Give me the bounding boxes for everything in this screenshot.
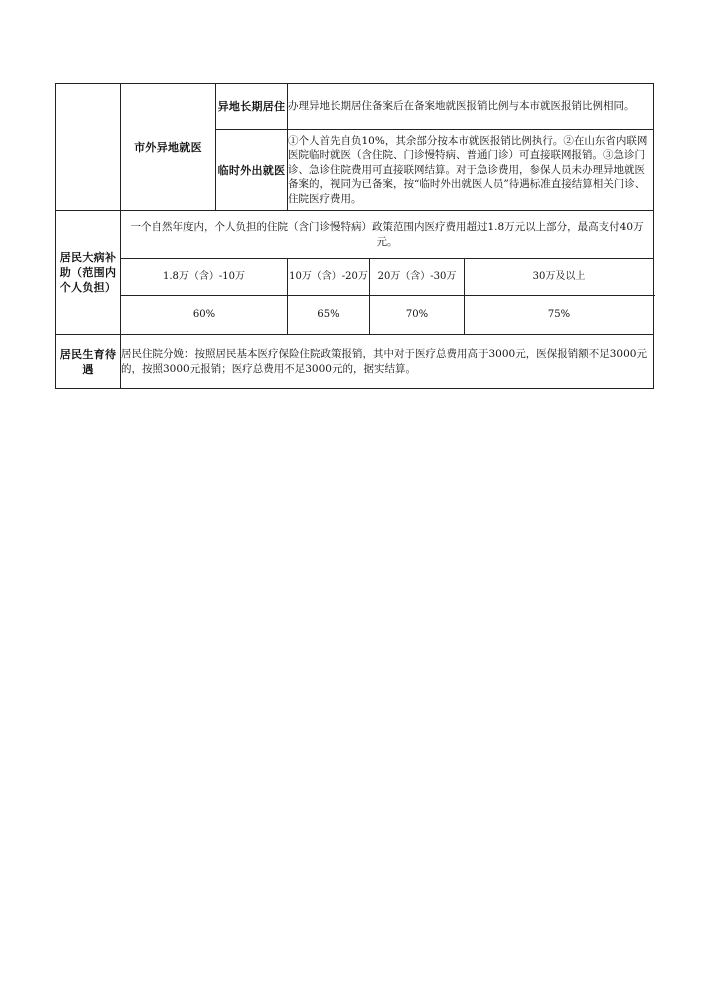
row-serious-illness-rates	[56, 296, 654, 335]
serious-illness-description: 一个自然年度内，个人负担的住院（含门诊慢特病）政策范围内医疗费用超过1.8万元以上部分，最高支付40万元。	[121, 211, 654, 259]
rate-cell: 65%	[288, 296, 370, 335]
long-term-residence-text: 办理异地长期居住备案后在备案地就医报销比例与本市就医报销比例相同。	[288, 84, 654, 130]
rate-cell: 75%	[465, 296, 654, 335]
row-maternity	[56, 335, 654, 389]
temporary-medical-text: ①个人首先自负10%，其余部分按本市就医报销比例执行。②在山东省内联网医院临时就医（含住院、门诊慢特病、普通门诊）可直接联网报销。③急诊门诊、急诊住院费用可直接联网结算。对于急诊费用，参保人员未办理异地就医备案的，视同为已备案，按“临时外出就医人员”待遇标准直接结算相关门诊、住院医疗费用。	[288, 130, 654, 211]
serious-illness-label: 居民大病补助（范围内个人负担）	[56, 211, 121, 335]
range-cell: 20万（含）-30万	[370, 259, 465, 296]
range-cell: 10万（含）-20万	[288, 259, 370, 296]
range-cell: 30万及以上	[465, 259, 654, 296]
row-serious-illness-ranges	[56, 259, 654, 296]
maternity-label: 居民生育待遇	[56, 335, 121, 389]
temporary-medical-label: 临时外出就医	[216, 130, 288, 211]
row-long-term-residence	[56, 84, 654, 130]
row-serious-illness-description	[56, 211, 654, 259]
long-term-residence-label: 异地长期居住	[216, 84, 288, 130]
maternity-text: 居民住院分娩：按照居民基本医疗保险住院政策报销，其中对于医疗总费用高于3000元，医保报销额不足3000元的，按照3000元报销；医疗总费用不足3000元的，据实结算。	[121, 335, 654, 389]
blank-category-cell	[56, 84, 121, 211]
rate-cell: 70%	[370, 296, 465, 335]
insurance-policy-table	[55, 83, 654, 389]
offsite-medical-label: 市外异地就医	[121, 84, 216, 211]
range-cell: 1.8万（含）-10万	[121, 259, 288, 296]
rate-cell: 60%	[121, 296, 288, 335]
